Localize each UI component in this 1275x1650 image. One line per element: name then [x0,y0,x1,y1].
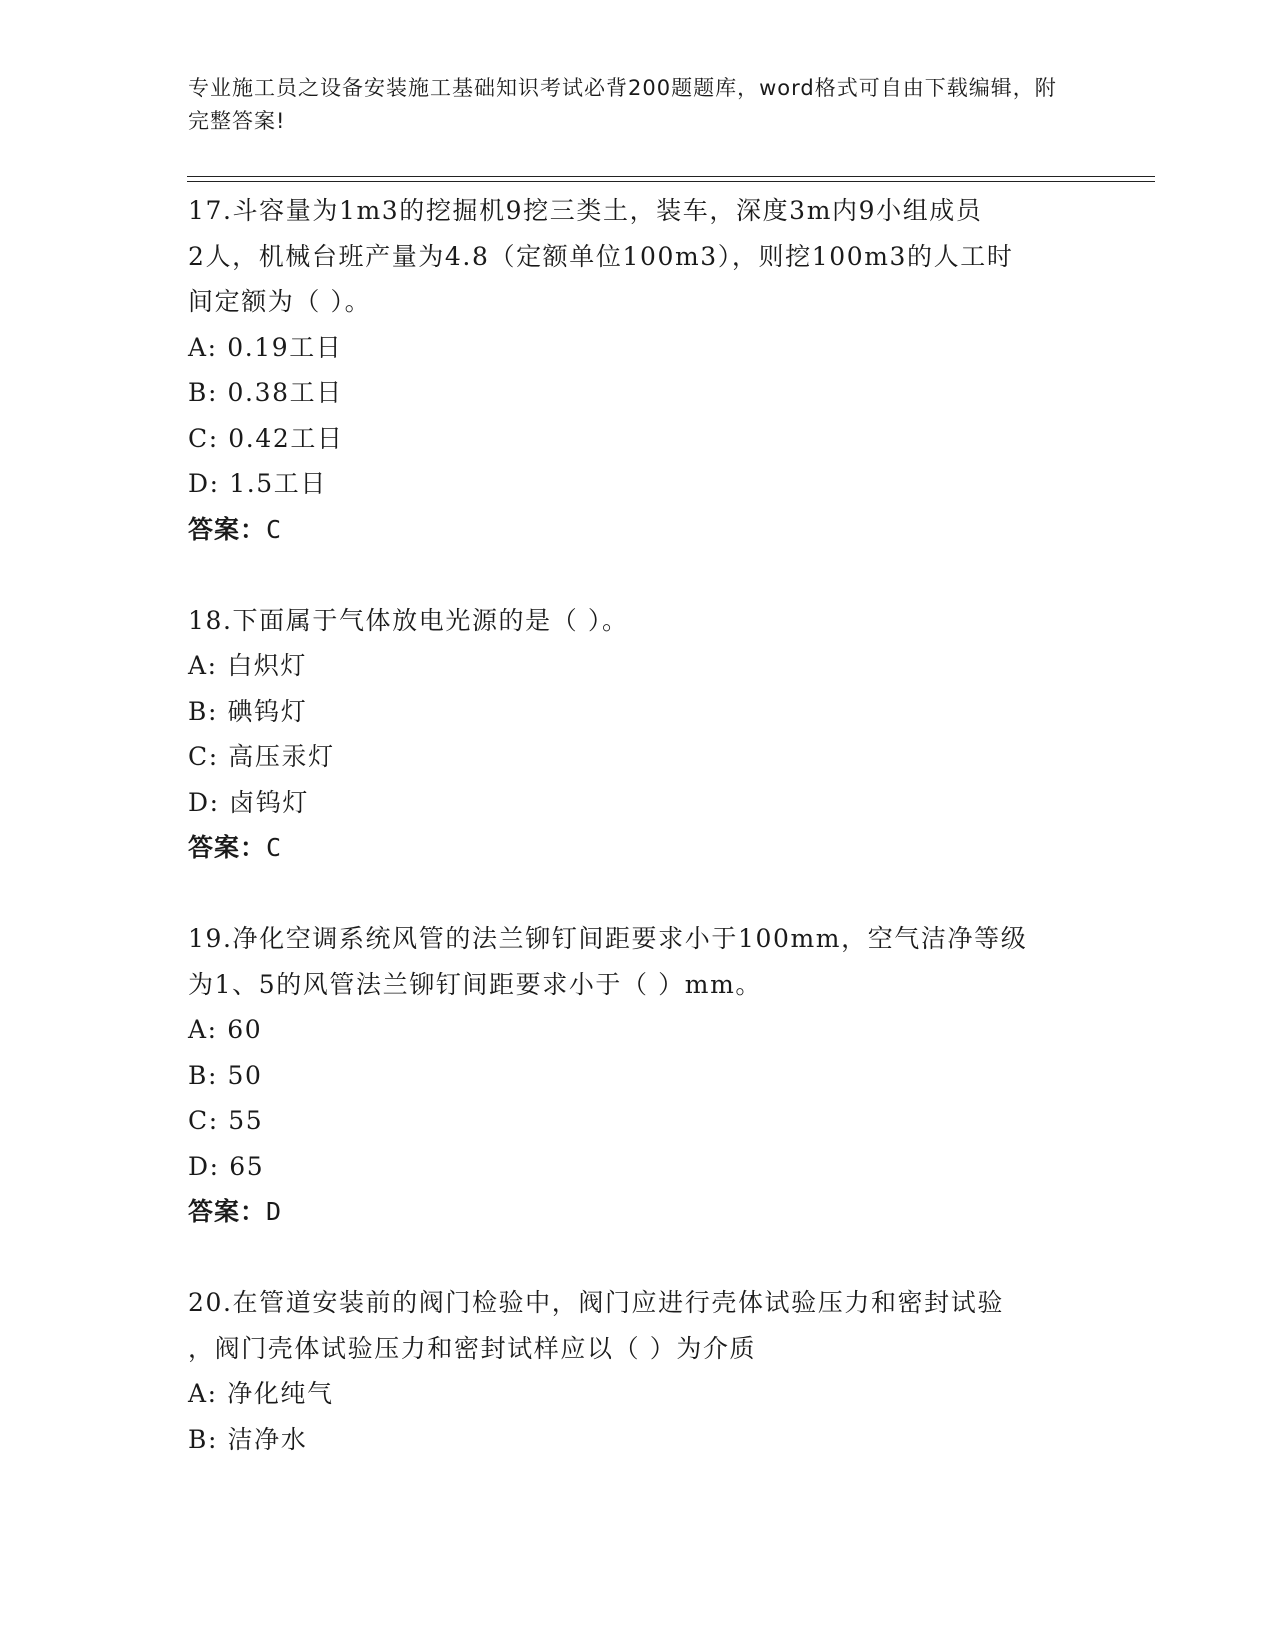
answer-line [188,507,1088,553]
question-stem: 17.斗容量为1m3的挖掘机9挖三类土，装车，深度3m内9小组成员 2人，机械台班产量为4.8（定额单位100m3），则挖100m3的人工时 间定额为（ ）。 [188,196,1014,316]
question-gap [188,1235,1088,1281]
option-a: A: 60 [188,1015,263,1044]
question-gap [188,871,1088,917]
question-19 [188,916,1088,1235]
option-b: B: 0.38工日 [188,378,343,407]
answer-line [188,1189,1088,1235]
option-b: B: 洁净水 [188,1424,308,1454]
question-list [188,188,1088,1462]
option-a: A: 0.19工日 [188,332,343,362]
answer-value: C [266,514,283,544]
question-stem: 19.净化空调系统风管的法兰铆钉间距要求小于100mm，空气洁净等级 为1、5的风管法兰铆钉间距要求小于（ ）mm。 [188,924,1028,999]
answer-line [188,825,1088,871]
document-header [188,72,1068,138]
option-d: D: 卤钨灯 [188,787,310,817]
answer-label: 答案： [188,514,267,544]
question-stem: 18.下面属于气体放电光源的是（ ）。 [188,605,629,635]
option-a: A: 净化纯气 [188,1379,334,1408]
header-title: 专业施工员之设备安装施工基础知识考试必背200题题库，word格式可自由下载编辑，附完整答案! [188,76,1057,133]
option-c: C: 高压汞灯 [188,742,335,771]
option-b: B: 50 [188,1060,263,1090]
option-a: A: 白炽灯 [188,651,308,680]
option-c: C: 0.42工日 [188,423,344,453]
option-c: C: 55 [188,1106,264,1135]
option-d: D: 1.5工日 [188,469,327,498]
question-stem: 20.在管道安装前的阀门检验中，阀门应进行壳体试验压力和密封试验 ，阀门壳体试验压力和密封试样应以（ ）为介质 [188,1288,1004,1363]
question-gap [188,552,1088,598]
answer-label: 答案： [188,1197,267,1226]
question-18 [188,598,1088,871]
question-17 [188,188,1088,552]
option-b: B: 碘钨灯 [188,696,308,726]
header-rule-bottom [187,181,1155,182]
answer-label: 答案： [188,833,267,862]
question-20 [188,1280,1088,1462]
answer-value: D [266,1197,283,1226]
header-rule-top [187,176,1155,177]
option-d: D: 65 [188,1151,265,1181]
answer-value: C [266,833,283,862]
